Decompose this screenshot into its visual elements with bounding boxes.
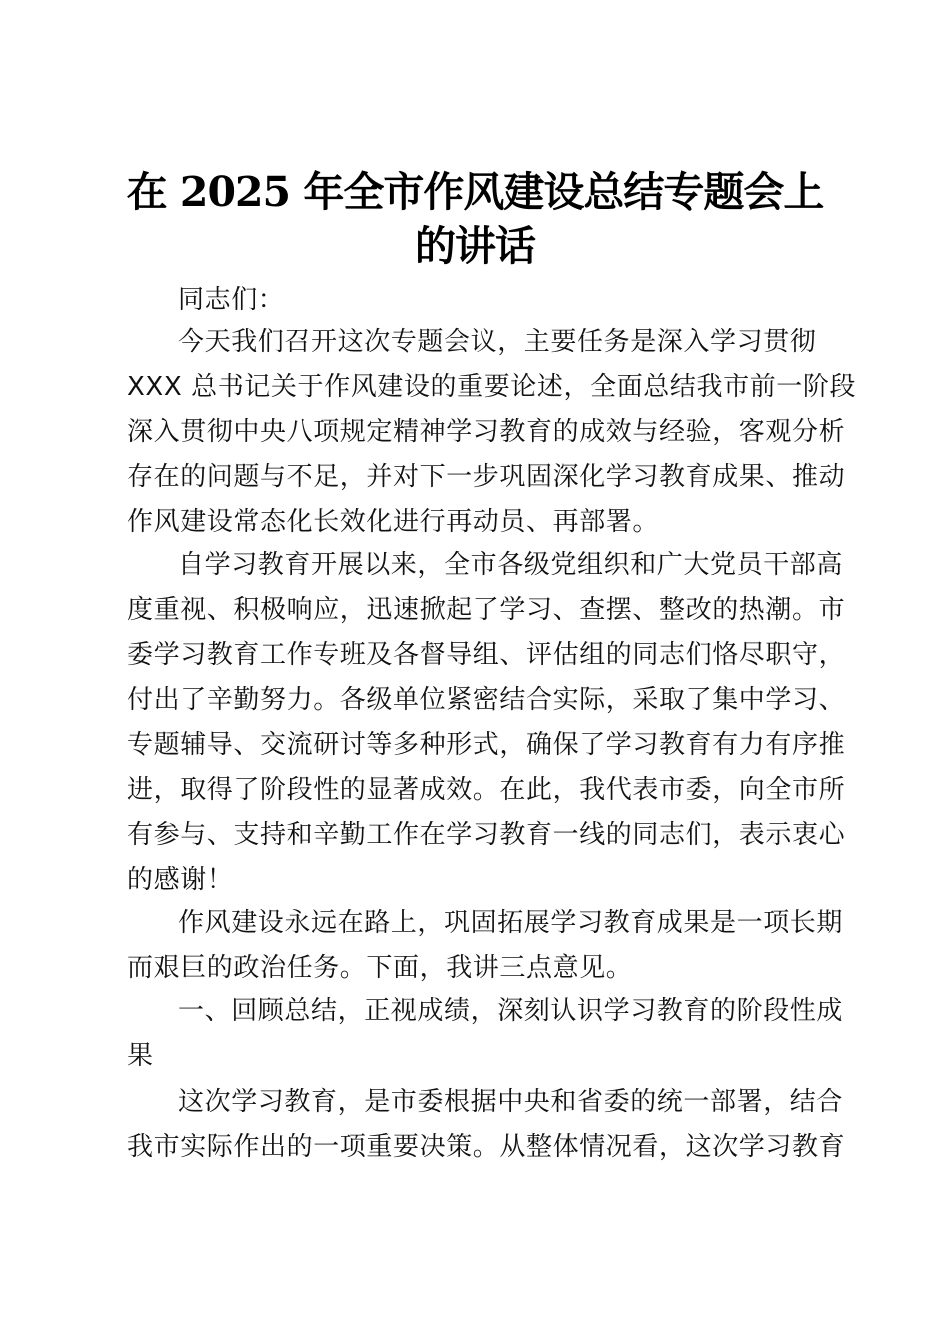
paragraph-2-line: 付出了辛勤努力。各级单位紧密结合实际，采取了集中学习、	[127, 685, 846, 715]
paragraph-2-line: 有参与、支持和辛勤工作在学习教育一线的同志们，表示衷心	[127, 820, 846, 850]
paragraph-2-line: 的感谢！	[127, 865, 234, 895]
paragraph-1-line: 深入贯彻中央八项规定精神学习教育的成效与经验，客观分析	[127, 417, 846, 447]
document-title-line-2: 的讲话	[415, 222, 535, 270]
paragraph-1-line: 作风建设常态化长效化进行再动员、再部署。	[127, 507, 660, 537]
paragraph-1-line: XXX 总书记关于作风建设的重要论述，全面总结我市前一阶段	[127, 372, 857, 402]
paragraph-3-line: 而艰巨的政治任务。下面，我讲三点意见。	[127, 953, 633, 983]
section-heading-line-2: 果	[127, 1041, 154, 1071]
paragraph-2-line: 专题辅导、交流研讨等多种形式，确保了学习教育有力有序推	[127, 730, 846, 760]
paragraph-4-line: 我市实际作出的一项重要决策。从整体情况看，这次学习教育	[127, 1132, 846, 1162]
paragraph-3-line: 作风建设永远在路上，巩固拓展学习教育成果是一项长期	[178, 908, 844, 938]
paragraph-2-line: 委学习教育工作专班及各督导组、评估组的同志们恪尽职守，	[127, 640, 846, 670]
paragraph-2-line: 自学习教育开展以来，全市各级党组织和广大党员干部高	[178, 550, 844, 580]
paragraph-1-line: 今天我们召开这次专题会议，主要任务是深入学习贯彻	[178, 327, 817, 357]
salutation: 同志们：	[178, 285, 285, 315]
paragraph-1-line: 存在的问题与不足，并对下一步巩固深化学习教育成果、推动	[127, 462, 846, 492]
document-title-line-1: 在 2025 年全市作风建设总结专题会上	[126, 168, 824, 216]
paragraph-2-line: 进，取得了阶段性的显著成效。在此，我代表市委，向全市所	[127, 775, 846, 805]
paragraph-4-line: 这次学习教育，是市委根据中央和省委的统一部署，结合	[178, 1087, 844, 1117]
section-heading-line-1: 一、回顾总结，正视成绩，深刻认识学习教育的阶段性成	[178, 996, 844, 1026]
paragraph-2-line: 度重视、积极响应，迅速掀起了学习、查摆、整改的热潮。市	[127, 595, 846, 625]
